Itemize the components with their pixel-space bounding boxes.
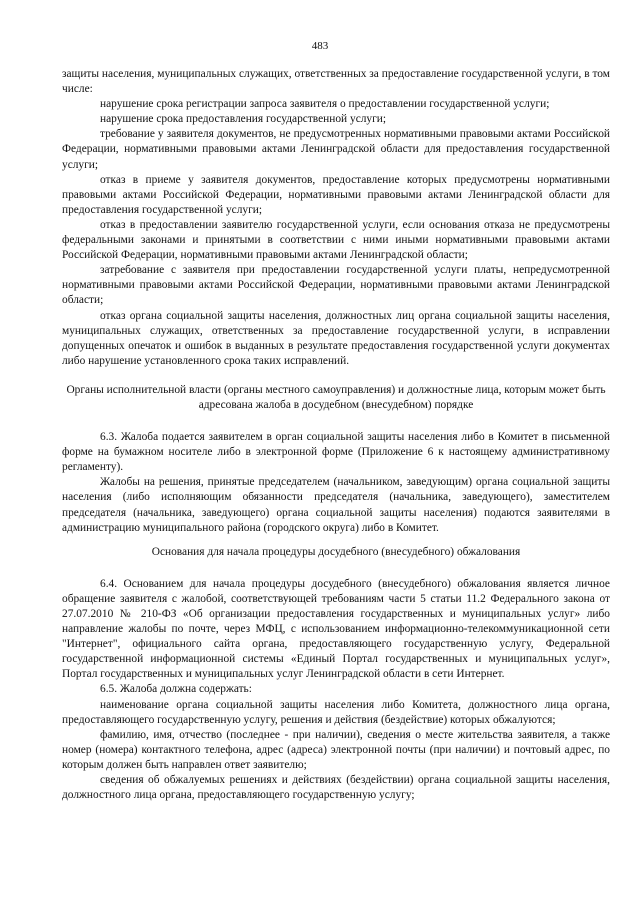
section-heading-grounds: Основания для начала процедуры досудебного (внесудебного) обжалования	[151, 545, 521, 558]
paragraph-intro-continuation: защиты населения, муниципальных служащих, ответственных за предоставление государственной услуги, в том числе:	[62, 68, 610, 96]
list-item-unlawful-fee: затребование с заявителя при предоставлении государственной услуги платы, непредусмотренной нормативными правовыми актами Российской Федерации, нормативными правовыми актами Ленинградской области;	[62, 264, 610, 307]
page-number: 483	[311, 40, 329, 52]
document-body	[62, 67, 610, 803]
list-item-refusal-of-service: отказ в предоставлении заявителю государственной услуги, если основания отказа не предусмотрены федеральными законами и принятыми в соответствии с ними иными нормативными правовыми актами Российской Федерации, нормативными правовыми актами Ленинградской области;	[62, 218, 610, 262]
paragraph-6-5: 6.5. Жалоба должна содержать:	[100, 683, 252, 696]
paragraph-appeals-on-decisions: Жалобы на решения, принятые председателем (начальником, заведующим) органа социальной защиты населения (либо исполняющим обязанности председателя (начальника, заведующего), заместителем председателя (начальника, заведующего) органа социальной защиты населения) подаются заявителями в администрацию муниципального района (городского округа) либо в Комитет.	[62, 476, 610, 534]
paragraph-6-3: 6.3. Жалоба подается заявителем в орган социальной защиты населения либо в Комитет в письменной форме на бумажном носителе либо в электронной форме (Приложение 6 к настоящему административному регламенту).	[62, 431, 610, 474]
list-item-appealed-decisions: сведения об обжалуемых решениях и действиях (бездействии) органа социальной защиты населения, должностного лица органа, предоставляющего государственную услугу;	[62, 774, 610, 802]
section-heading-authorities: Органы исполнительной власти (органы местного самоуправления) и должностные лица, которым может быть адресована жалоба в досудебном (внесудебном) порядке	[66, 383, 606, 411]
list-item-authority-name: наименование органа социальной защиты населения либо Комитета, должностного лица органа, предоставляющего государственную услугу, решения и действия (бездействие) которых обжалуются;	[62, 698, 610, 726]
list-item-extra-documents: требование у заявителя документов, не предусмотренных нормативными правовыми актами Российской Федерации, нормативными правовыми актами Ленинградской области для предоставления государственной услуги;	[62, 128, 610, 171]
list-item-correction-refusal: отказ органа социальной защиты населения, должностных лиц органа социальной защиты населения, муниципальных служащих, ответственных за предоставление государственной услуги, в исправлении допущенных опечаток и ошибок в выданных в результате предоставления государственной услуги документах либо нарушение установленного срока таких исправлений.	[62, 309, 610, 367]
list-item-registration-deadline: нарушение срока регистрации запроса заявителя о предоставлении государственной услуги;	[100, 98, 550, 111]
list-item-refusal-to-accept: отказ в приеме у заявителя документов, предоставление которых предусмотрены нормативными правовыми актами Российской Федерации, нормативными правовыми актами Ленинградской области для предоставления государственной услуги;	[62, 173, 610, 216]
paragraph-6-4: 6.4. Основанием для начала процедуры досудебного (внесудебного) обжалования является личное обращение заявителя с жалобой, соответствующей требованиям части 5 статьи 11.2 Федерального закона от 27.07.2010 № 210-ФЗ «Об организации предоставления государственных и муниципальных услуг» либо направление жалобы по почте, через МФЦ, с использованием информационно-телекоммуникационной сети "Интернет", официального сайта органа, предоставляющего государственную услугу, Федеральной государственной информационной системы «Единый Портал государственных и муниципальных услуг», Портал государственных и муниципальных услуг Ленинградской области в сети Интернет.	[62, 577, 610, 681]
list-item-service-deadline: нарушение срока предоставления государственной услуги;	[100, 113, 387, 126]
list-item-applicant-details: фамилию, имя, отчество (последнее - при наличии), сведения о месте жительства заявителя, а также номер (номера) контактного телефона, адрес (адреса) электронной почты (при наличии) и почтовый адрес, по которым должен быть направлен ответ заявителю;	[62, 728, 610, 771]
